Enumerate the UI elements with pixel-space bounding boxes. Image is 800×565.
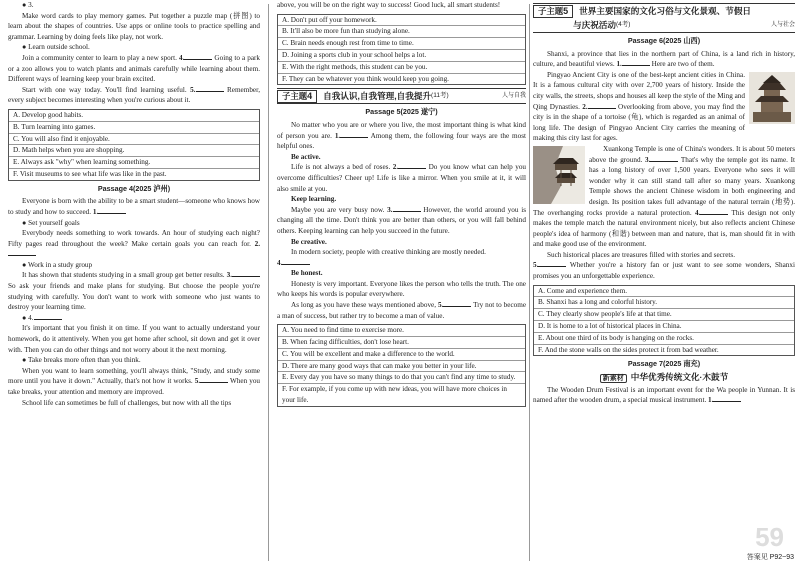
blank-4[interactable] bbox=[282, 258, 310, 265]
options-box bbox=[277, 14, 526, 86]
option-b: B. Turn learning into games. bbox=[9, 122, 259, 134]
xuankong-temple-image bbox=[533, 146, 585, 204]
option-c: C. Brain needs enough rest from time to time. bbox=[278, 38, 525, 50]
subheading-breaks: ● Take breaks more often than you think. bbox=[22, 356, 141, 365]
subheading-keep-learning: Keep learning. bbox=[291, 195, 337, 204]
option-a: A. Develop good habits. bbox=[9, 110, 259, 122]
subtheme-tag: 子主题5 bbox=[533, 5, 573, 18]
paragraph: Everybody needs something to work towards. An hour of studying each night? Fifty pages read throughout the week? Make certain goals you can reach for. 2. bbox=[8, 228, 260, 260]
passage-4-title: Passage 4(2025 泸州) bbox=[97, 183, 171, 193]
option-e: E. With the right methods, this student can be you. bbox=[278, 62, 525, 74]
blank-5[interactable] bbox=[196, 85, 224, 92]
option-e: E. About one third of its body is hanging on the rocks. bbox=[534, 333, 794, 345]
passage-6-title: Passage 6(2025 山西) bbox=[627, 36, 701, 45]
new-material-title: 中华优秀传统文化·木鼓节 bbox=[630, 372, 729, 383]
paragraph: Honesty is very important. Everyone likes the person who tells the truth. The one who keeps his words is popular everywhere. bbox=[277, 279, 526, 299]
paragraph: School life can sometimes be full of challenges, but now with all the tips bbox=[22, 398, 232, 407]
paragraph: above, you will be on the right way to success! Good luck, all smart students! bbox=[277, 1, 501, 9]
paragraph: When you want to learn something, you'll always think, "Study, and study some more until you have it down." Actually, that's not how it works. 5. When you take breaks, your attention and memory are improved. bbox=[8, 366, 260, 396]
subtheme-category: 人与社会 bbox=[770, 21, 795, 28]
passage-7-title: Passage 7(2025 南充) bbox=[627, 359, 701, 369]
paragraph: It's important that you finish it on time. If you want to actually understand your homework, do it attentively. When you get home after school, sit down and get it over with. Then you can do other things and not worry about it the next morning. bbox=[8, 324, 260, 354]
options-box bbox=[533, 285, 795, 357]
blank-3[interactable] bbox=[393, 205, 421, 212]
paragraph: Maybe you are very busy now. 3. However, the world around you is changing all the time. Don't think you are better than others, or you will fall behind others. Keeping learning can help you succeed in the future. bbox=[277, 205, 526, 235]
bullet-3: ● 3. bbox=[22, 1, 34, 9]
option-a: A. Don't put off your homework. bbox=[278, 15, 525, 27]
column-3 bbox=[533, 0, 795, 565]
paragraph: Xuankong Temple is one of China's wonders. It is about 50 meters above the ground. 3. That's why the temple got its name. It has a long history of over 1,500 years. Everyone who sees it will wonder why it can still stand tall after so many years. Xuankong Temple shows the ancient Chinese wisdom in both engineering and design. Its position takes full advantage of the natural terrain (地势). The overhanging rocks provide a natural protection. 4. This design not only makes the temple match the natural environment nicely, but also reflects ancient Chinese people's idea of harmony (和谐) between man and nature, that is, man should fit in with and make good use of the environment. bbox=[533, 144, 795, 249]
paragraph: Pingyao Ancient City is one of the best-kept ancient cities in China. It is a famous cultural city with over 2,700 years of history. Inside the city walls, the streets, shops and houses all keep the style of the Ming and Qing Dynasties. 2. Overlooking from above, you may find the city is in the shape of a tortoise (龟), which is regarded as an animal of long life. The design of Pingyao Ancient City carries the meaning of making this city last for ages. bbox=[533, 70, 746, 143]
blank-2[interactable] bbox=[398, 162, 426, 169]
subheading-goals: ● Set yourself goals bbox=[22, 218, 80, 227]
paragraph: 5. Whether you're a history fan or just want to see some wonders, Shanxi promises you an unforgettable experience. bbox=[533, 261, 795, 281]
option-f: F. And the stone walls on the sides protect it from bad weather. bbox=[538, 345, 719, 354]
column-2 bbox=[277, 0, 526, 565]
bullet-4: ● 4. bbox=[8, 313, 260, 324]
blank-3[interactable] bbox=[650, 155, 678, 162]
blank-4b[interactable] bbox=[34, 313, 62, 320]
paragraph: Everyone is born with the ability to be a smart student—someone who knows how to study and how to succeed. 1. bbox=[8, 197, 260, 216]
pingyao-tower-image bbox=[749, 72, 795, 124]
option-d: D. It is home to a lot of historical places in China. bbox=[534, 321, 794, 333]
blank-4[interactable] bbox=[184, 53, 212, 60]
paragraph: Start with one way today. You'll find learning useful. 5. Remember, every subject becomes interesting when you're curious about it. bbox=[8, 85, 260, 105]
paragraph: Such historical places are treasures filled with stories and secrets. bbox=[547, 250, 736, 259]
blank-5b[interactable] bbox=[200, 376, 228, 383]
subtheme-note: (4考) bbox=[615, 20, 631, 28]
paragraph: In modern society, people with creative thinking are mostly needed. bbox=[291, 248, 486, 257]
passage-5-title: Passage 5(2025 遂宁) bbox=[365, 107, 438, 117]
answer-reference: 答案见 P92~93 bbox=[746, 554, 794, 561]
subheading-learn-outside: ● Learn outside school. bbox=[22, 43, 90, 52]
subtheme-title: 世界主要国家的文化习俗与文化景观、节假日 bbox=[579, 5, 752, 16]
blank-1[interactable] bbox=[713, 395, 741, 402]
option-d: D. Math helps when you are shopping. bbox=[9, 145, 259, 157]
blank-4[interactable] bbox=[700, 208, 728, 215]
column-divider bbox=[268, 4, 269, 561]
subtheme-category: 人与自我 bbox=[501, 93, 526, 100]
option-c: C. You will also find it enjoyable. bbox=[9, 134, 259, 146]
option-f: F. For example, if you come up with new ideas, you will have more choices in your life. bbox=[282, 385, 507, 405]
option-f: F. Visit museums to see what life was like in the past. bbox=[13, 169, 167, 178]
blank-line-4: 4. bbox=[277, 258, 526, 269]
paragraph: Make word cards to play memory games. Put together a puzzle map (拼图) to learn about the shapes of countries. Use apps or online tools to practice spelling and grammar. Learning by doing feels like play, not work. bbox=[8, 11, 260, 41]
paragraph: Life is not always a bed of roses. 2. Do you know what can help you overcome difficulties? Cheer up! Life is like a mirror. When you smile at it, it will also smile at you. bbox=[277, 163, 526, 193]
subheading-be-active: Be active. bbox=[291, 152, 321, 161]
option-b: B. When facing difficulties, don't lose heart. bbox=[278, 337, 525, 349]
blank-3[interactable] bbox=[232, 270, 260, 277]
options-box bbox=[277, 324, 526, 407]
paragraph: As long as you have these ways mentioned above, 5. Try not to become a man of success, but rather try to become a man of value. bbox=[277, 301, 526, 320]
option-d: D. There are many good ways that can make you better in your life. bbox=[278, 361, 525, 373]
subtheme-title: 自我认识,自我管理,自我提升 bbox=[323, 91, 432, 102]
option-c: C. They clearly show people's life at that time. bbox=[534, 309, 794, 321]
page-number-watermark: 59 bbox=[755, 522, 784, 552]
paragraph: Shanxi, a province that lies in the northern part of China, is a land rich in history, culture, and beautiful views. 1. Here are two of them. bbox=[533, 49, 795, 69]
subtheme-tag: 子主题4 bbox=[277, 90, 317, 103]
option-a: A. You need to find time to exercise more. bbox=[278, 325, 525, 337]
blank-1[interactable] bbox=[340, 131, 368, 138]
paragraph: Join a community center to learn to play a new sport. 4. Going to a park or a zoo allows you to watch plants and animals carefully while learning about them. Different ways of learning keep your brain excited. bbox=[8, 53, 260, 84]
blank-2[interactable] bbox=[588, 102, 616, 109]
column-1 bbox=[8, 0, 260, 565]
paragraph: It has shown that students studying in a small group get better results. 3. So ask your friends and make plans for studying. But choose the people you're studying with carefully. You don't want to work with someone who just wants to destroy your learning time. bbox=[8, 271, 260, 312]
option-f: F. They can be whatever you think would keep you going. bbox=[282, 74, 449, 83]
option-e: E. Always ask "why" when learning something. bbox=[9, 157, 259, 169]
new-material-header bbox=[533, 372, 795, 385]
option-b: B. Shanxi has a long and colorful history. bbox=[534, 297, 794, 309]
option-b: B. It'll also be more fun than studying alone. bbox=[278, 26, 525, 38]
blank-5[interactable] bbox=[538, 260, 566, 267]
paragraph: No matter who you are or where you live, the most important thing is what kind of person you are. 1. Among them, the following four ways are the most helpful ones. bbox=[277, 120, 526, 151]
blank-1[interactable] bbox=[622, 59, 650, 66]
option-d: D. Joining a sports club in your school helps a lot. bbox=[278, 50, 525, 62]
option-c: C. You will be excellent and make a difference to the world. bbox=[278, 349, 525, 361]
blank-2[interactable] bbox=[8, 249, 36, 256]
subtheme-note: (11考) bbox=[431, 92, 449, 100]
subheading-be-creative: Be creative. bbox=[291, 237, 327, 246]
subheading-be-honest: Be honest. bbox=[291, 269, 323, 278]
blank-5[interactable] bbox=[443, 300, 471, 307]
option-a: A. Come and experience them. bbox=[534, 286, 794, 298]
new-material-tag: 新素材 bbox=[600, 374, 627, 383]
options-box bbox=[8, 109, 260, 181]
paragraph: The Wooden Drum Festival is an important event for the Wa people in Yunnan. It is named after the wooden drum, a special musical instrument. 1. bbox=[533, 385, 795, 405]
subtheme-4-header bbox=[277, 88, 526, 104]
column-divider bbox=[529, 4, 530, 561]
subheading-study-group: ● Work in a study group bbox=[22, 260, 93, 269]
option-e: E. Every day you have so many things to do that you can't find any time to study. bbox=[278, 372, 525, 384]
subtheme-title-cont: 与庆祝活动 bbox=[573, 19, 616, 30]
subtheme-5-header bbox=[533, 3, 795, 18]
blank-1[interactable] bbox=[98, 207, 126, 214]
subtheme-5-header-line2 bbox=[533, 18, 795, 33]
